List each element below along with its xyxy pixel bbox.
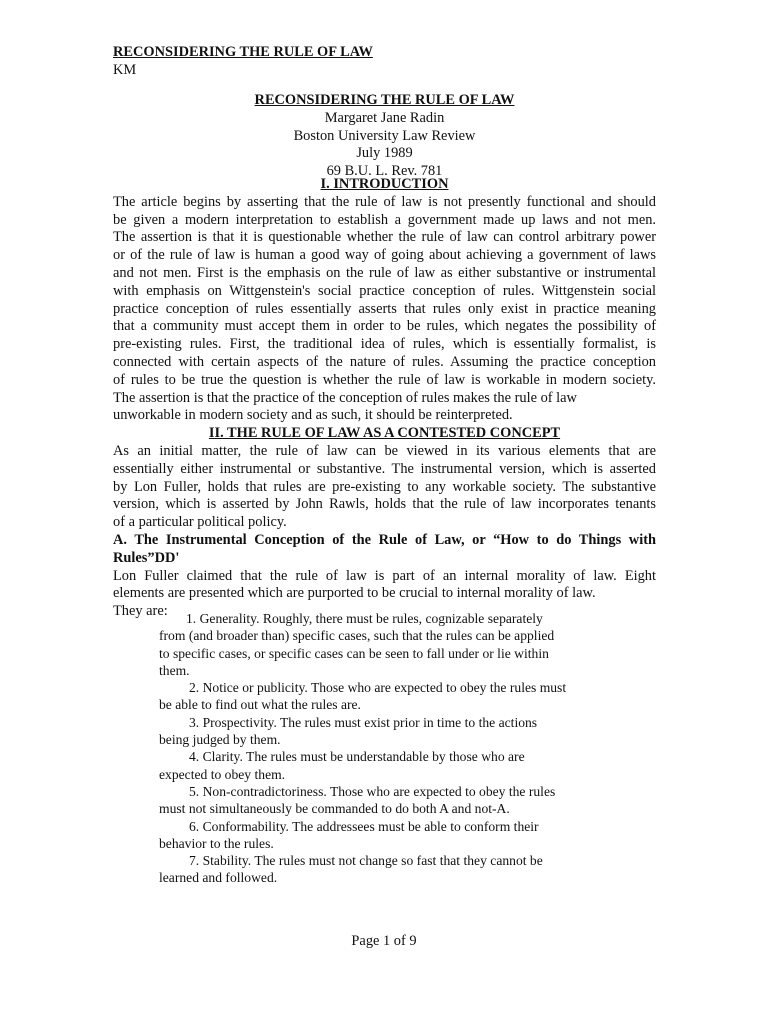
paragraph-line: be given a modern interpretation to establish a government made up laws and not men. bbox=[113, 211, 656, 228]
elements-list bbox=[113, 610, 656, 887]
list-item-line: be able to find out what the rules are. bbox=[159, 697, 361, 713]
list-item-line: 2. Notice or publicity. Those who are expected to obey the rules must bbox=[189, 680, 567, 696]
article-journal: Boston University Law Review bbox=[293, 127, 476, 144]
subsection-heading: A. The Instrumental Conception of the Rule of Law, or “How to do Things with bbox=[113, 531, 656, 548]
article-title-block bbox=[113, 92, 656, 181]
paragraph-line: by Lon Fuller, holds that rules are pre-existing to any workable society. The substantive bbox=[113, 478, 656, 495]
header-title: RECONSIDERING THE RULE OF LAW bbox=[113, 44, 373, 60]
article-title: RECONSIDERING THE RULE OF LAW bbox=[254, 92, 515, 108]
list-item-line: 3. Prospectivity. The rules must exist prior in time to the actions bbox=[189, 714, 538, 730]
list-item-line: learned and followed. bbox=[159, 870, 278, 886]
list-item-line: being judged by them. bbox=[159, 732, 281, 748]
article-date: July 1989 bbox=[356, 145, 413, 162]
paragraph-line: practice conception of rules essentially asserts that rules only exist in practice meaning bbox=[113, 300, 656, 317]
page-number: Page 1 of 9 bbox=[351, 933, 417, 949]
list-item-line: from (and broader than) specific cases, such that the rules can be applied bbox=[159, 628, 555, 644]
article-citation: 69 B.U. L. Rev. 781 bbox=[326, 163, 443, 180]
section-heading-introduction: I. INTRODUCTION bbox=[320, 176, 449, 192]
paragraph-line: of a particular political policy. bbox=[113, 514, 287, 531]
list-item-line: 4. Clarity. The rules must be understandable by those who are bbox=[189, 749, 525, 765]
paragraph-line: The assertion is that it is questionable whether the rule of law can control arbitrary power bbox=[113, 229, 656, 246]
list-item-line: must not simultaneously be commanded to do both A and not-A. bbox=[159, 801, 510, 817]
header-initials: KM bbox=[113, 61, 137, 78]
paragraph-line: The assertion is that the practice of the conception of rules makes the rule of law bbox=[113, 389, 577, 406]
subsection-heading: Rules”DD' bbox=[113, 549, 180, 566]
list-item-line: 7. Stability. The rules must not change so fast that they cannot be bbox=[189, 853, 543, 869]
paragraph-line: with emphasis on Wittgenstein's social practice conception of rules. Wittgenstein social bbox=[113, 282, 656, 299]
paragraph-line: version, which is asserted by John Rawls, holds that the rule of law incorporates tenants bbox=[113, 496, 656, 513]
article-author: Margaret Jane Radin bbox=[324, 109, 445, 126]
paragraph-line: Lon Fuller claimed that the rule of law is part of an internal morality of law. Eight bbox=[113, 567, 656, 584]
running-header bbox=[113, 44, 673, 80]
paragraph-line: elements are presented which are purported to be crucial to internal morality of law. bbox=[113, 585, 596, 602]
paragraph-line: unworkable in modern society and as such, it should be reinterpreted. bbox=[113, 407, 513, 424]
paragraph-line: As an initial matter, the rule of law can be viewed in its various elements that are bbox=[113, 442, 656, 459]
document-body bbox=[113, 176, 656, 621]
list-item-line: expected to obey them. bbox=[159, 766, 286, 782]
paragraph-line: connected with certain aspects of the nature of rules. Assuming the practice conception bbox=[113, 353, 656, 370]
paragraph-line: that a community must accept them in order to be rules, which negates the possibility of bbox=[113, 318, 656, 335]
paragraph-line: The article begins by asserting that the rule of law is not presently functional and should bbox=[113, 193, 656, 210]
list-item-line: 1. Generality. Roughly, there must be rules, cognizable separately bbox=[186, 611, 543, 626]
paragraph-line: and not men. First is the emphasis on the rule of law as either substantive or instrumental bbox=[113, 264, 656, 281]
paragraph-line: of rules to be true the question is whether the rule of law is workable in modern society. bbox=[113, 371, 656, 388]
list-item-line: behavior to the rules. bbox=[159, 835, 274, 851]
list-item-line: to specific cases, or specific cases can be seen to fall under or lie within bbox=[159, 645, 549, 661]
paragraph-line: pre-existing rules. First, the traditional idea of rules, which is essentially formalist, is bbox=[113, 336, 656, 353]
list-item-line: them. bbox=[159, 662, 190, 678]
paragraph-line: They are: bbox=[113, 603, 168, 620]
list-item-line: 5. Non-contradictoriness. Those who are expected to obey the rules bbox=[189, 783, 556, 799]
paragraph-line: or of the rule of law is human a good way of going about achieving a government of laws bbox=[113, 247, 656, 264]
section-heading-contested-concept: II. THE RULE OF LAW AS A CONTESTED CONCEPT bbox=[208, 425, 561, 442]
paragraph-line: essentially either instrumental or substantive. The instrumental version, which is asserted bbox=[113, 460, 656, 477]
list-item-line: 6. Conformability. The addressees must be able to conform their bbox=[189, 818, 539, 834]
